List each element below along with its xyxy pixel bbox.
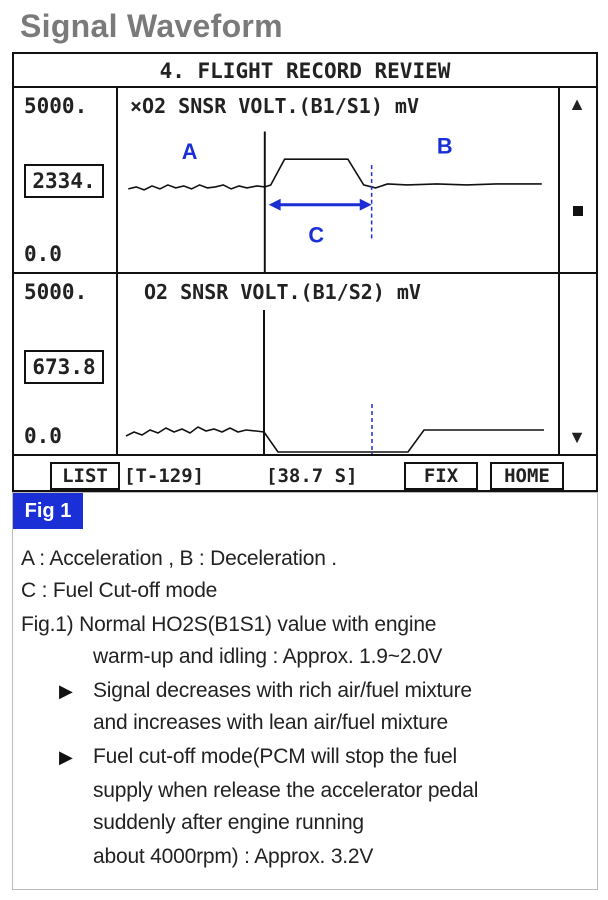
waveform-plot-b1s2 <box>118 274 558 454</box>
scroll-down-icon[interactable]: ▼ <box>568 427 586 447</box>
scanner-header: 4. FLIGHT RECORD REVIEW <box>14 54 596 88</box>
caption-line: C : Fuel Cut-off mode <box>21 579 218 602</box>
scrollbar[interactable] <box>558 274 598 454</box>
sensor-label: ×O2 SNSR VOLT.(B1/S1) mV <box>130 94 419 118</box>
list-button[interactable]: LIST <box>50 462 120 490</box>
frame-readout: [T-129] <box>124 465 205 487</box>
time-readout: [38.7 S] <box>266 465 358 487</box>
right-triangle-bullet-icon: ▶ <box>59 681 73 701</box>
right-triangle-bullet-icon: ▶ <box>59 747 73 767</box>
figure-tag: Fig 1 <box>13 493 83 529</box>
y-max-label: 5000. <box>24 280 88 304</box>
arrow-right-icon <box>360 199 372 211</box>
arrow-left-icon <box>269 199 281 211</box>
caption-line: Fuel cut-off mode(PCM will stop the fuel <box>93 745 457 768</box>
y-axis-column <box>14 88 118 272</box>
caption-line: suddenly after engine running <box>93 811 364 834</box>
y-min-label: 0.0 <box>24 242 62 266</box>
annotation-b: B <box>436 133 453 159</box>
waveform-panel-b1s1 <box>14 88 598 274</box>
y-min-label: 0.0 <box>24 424 62 448</box>
current-value-box[interactable]: 673.8 <box>24 350 104 384</box>
annotation-c: C <box>308 222 325 248</box>
scroll-thumb[interactable] <box>573 206 583 216</box>
caption-line: Fig.1) Normal HO2S(B1S1) value with engine <box>21 613 437 636</box>
page-title: Signal Waveform <box>20 8 283 44</box>
sensor-label: O2 SNSR VOLT.(B1/S2) mV <box>144 280 421 304</box>
fix-button[interactable]: FIX <box>404 462 478 490</box>
caption-line: Signal decreases with rich air/fuel mixture <box>93 679 472 702</box>
y-axis-column <box>14 274 118 454</box>
scanner-screen <box>12 52 598 492</box>
waveform-trace <box>126 427 544 452</box>
caption-line: about 4000rpm) : Approx. 3.2V <box>93 845 374 868</box>
scroll-up-icon[interactable]: ▲ <box>568 94 586 114</box>
waveform-panel-b1s2 <box>14 274 598 454</box>
y-max-label: 5000. <box>24 94 88 118</box>
waveform-plot-b1s1 <box>118 88 558 272</box>
annotation-a: A <box>181 139 198 165</box>
current-value-box[interactable]: 2334. <box>24 164 104 198</box>
caption-line: and increases with lean air/fuel mixture <box>93 711 449 734</box>
caption-line: supply when release the accelerator pedal <box>93 779 479 802</box>
scrollbar[interactable] <box>558 88 598 272</box>
caption-line: A : Acceleration , B : Deceleration . <box>21 547 337 570</box>
figure-caption-box <box>12 492 598 890</box>
caption-line: warm-up and idling : Approx. 1.9~2.0V <box>93 645 443 668</box>
home-button[interactable]: HOME <box>490 462 564 490</box>
scanner-footer <box>14 454 596 490</box>
